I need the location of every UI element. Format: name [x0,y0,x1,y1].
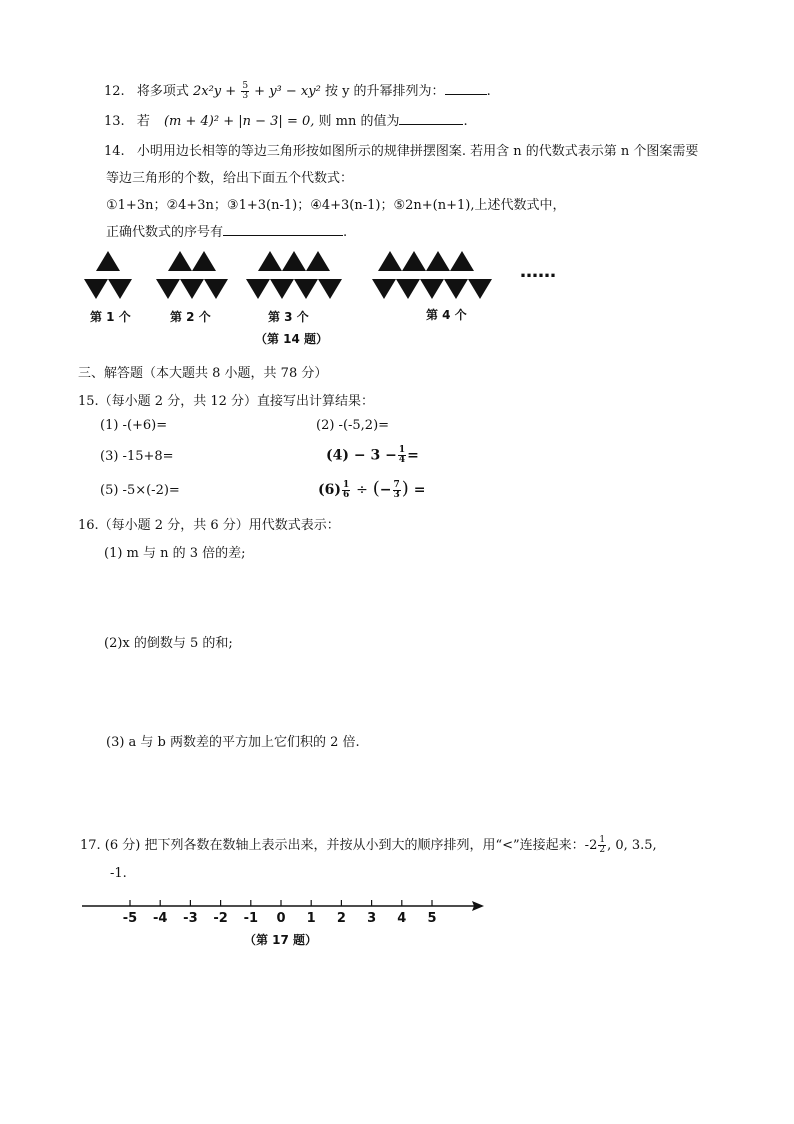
question-17-line-1: 17. (6 分) 把下列各数在数轴上表示出来，并按从小到大的顺序排列，用“<”连接起来：-2 $\frac{1}{2}$ , 0, 3.5, [80,835,657,855]
axis-tick-label: 2 [336,911,346,926]
figure-caption: （第 14 题） [255,332,329,346]
pattern-label-4: 第 4 个 [426,308,467,322]
pattern-label-1: 第 1 个 [90,310,131,324]
q16-item-1: (1) m 与 n 的 3 倍的差; [104,546,246,561]
answer-blank[interactable] [445,82,487,95]
q16-item-2: (2)x 的倒数与 5 的和; [104,636,233,651]
axis-tick-label: 4 [397,911,407,926]
axis-tick-label: 0 [276,911,286,926]
polynomial-part-b: + y³ − xy² [250,84,321,99]
question-13: 13. 若 (m + 4)² + |n − 3| = 0, 则 mn 的值为 . [104,114,468,129]
q16-item-3: (3) a 与 b 两数差的平方加上它们积的 2 倍. [106,735,360,750]
axis-tick-label: -1 [243,911,259,926]
question-14-line-1 [104,140,698,159]
question-number: 13. [104,114,125,129]
question-14-line-4: 正确代数式的序号有 . [106,225,348,240]
fraction: $\frac{1}{4}$ [398,445,406,465]
triangle-pattern-figure [70,245,600,355]
question-15-title: 15.（每小题 2 分，共 12 分）直接写出计算结果： [78,394,375,409]
question-14-line-3: ①1+3n；②4+3n；③1+3(n-1)；④4+3(n-1)；⑤2n+(n+1),上述代数式中， [106,198,566,213]
fraction: $\frac{7}{3}$ [393,479,400,500]
pattern-label-3: 第 3 个 [268,310,309,324]
section-heading: 三、解答题（本大题共 8 小题，共 78 分） [78,366,328,381]
q15-item-6: (6) $\frac{1}{6}$ ÷ (− $\frac{7}{3}$ ) = [318,478,426,500]
question-text: 小明用边长相等的等边三角形按如图所示的规律拼摆图案. 若用含 n 的代数式表示第 n 个图案需要 [136,144,699,159]
question-14-line-2: 等边三角形的个数，给出下面五个代数式： [106,171,354,186]
question-number: 14. [104,144,125,159]
pattern-2 [156,251,228,299]
number-line-figure [78,890,498,960]
question-number: 12. [104,84,125,99]
question-text: 将多项式 [136,84,189,99]
axis-tick-label: 5 [427,911,437,926]
pattern-4 [372,251,492,299]
ellipsis-dots: …… [520,261,556,282]
axis-tick-label: -5 [122,911,138,926]
question-17-line-2: -1. [110,866,127,881]
fraction: $\frac{1}{2}$ [599,835,606,855]
axis-tick-label: 1 [306,911,316,926]
q15-item-4: (4) − 3 − $\frac{1}{4}$ = [326,445,419,465]
question-text: 按 y 的升幂排列为： [324,84,445,99]
q15-item-1: (1) -(+6)= [100,418,168,433]
equation: (m + 4)² + |n − 3| = 0, [163,114,315,129]
q15-item-2: (2) -(-5,2)= [316,418,390,433]
pattern-3 [246,251,342,299]
axis-tick-label: -3 [183,911,198,926]
q15-item-5: (5) -5×(-2)= [100,483,180,498]
figure-caption: （第 17 题） [244,933,318,947]
q15-item-3: (3) -15+8= [100,449,174,464]
question-text: 若 [136,114,150,129]
axis-tick-label: -2 [213,911,228,926]
question-16-title: 16.（每小题 2 分，共 6 分）用代数式表示： [78,518,340,533]
pattern-1 [84,251,132,299]
polynomial-part-a: 2x²y + [192,84,241,99]
axis-tick-label: 3 [367,911,377,926]
answer-blank[interactable] [399,112,463,125]
fraction: $\frac{5}{3}$ [242,81,249,101]
answer-blank[interactable] [223,223,343,236]
pattern-label-2: 第 2 个 [170,310,211,324]
axis-tick-label: -4 [152,911,168,926]
fraction: $\frac{1}{6}$ [343,479,350,500]
question-12: 12. 将多项式 2x²y + $\frac{5}{3}$ + y³ − xy² 按 y 的升幂排列为： . [104,81,491,101]
question-text: 则 mn 的值为 [318,114,400,129]
